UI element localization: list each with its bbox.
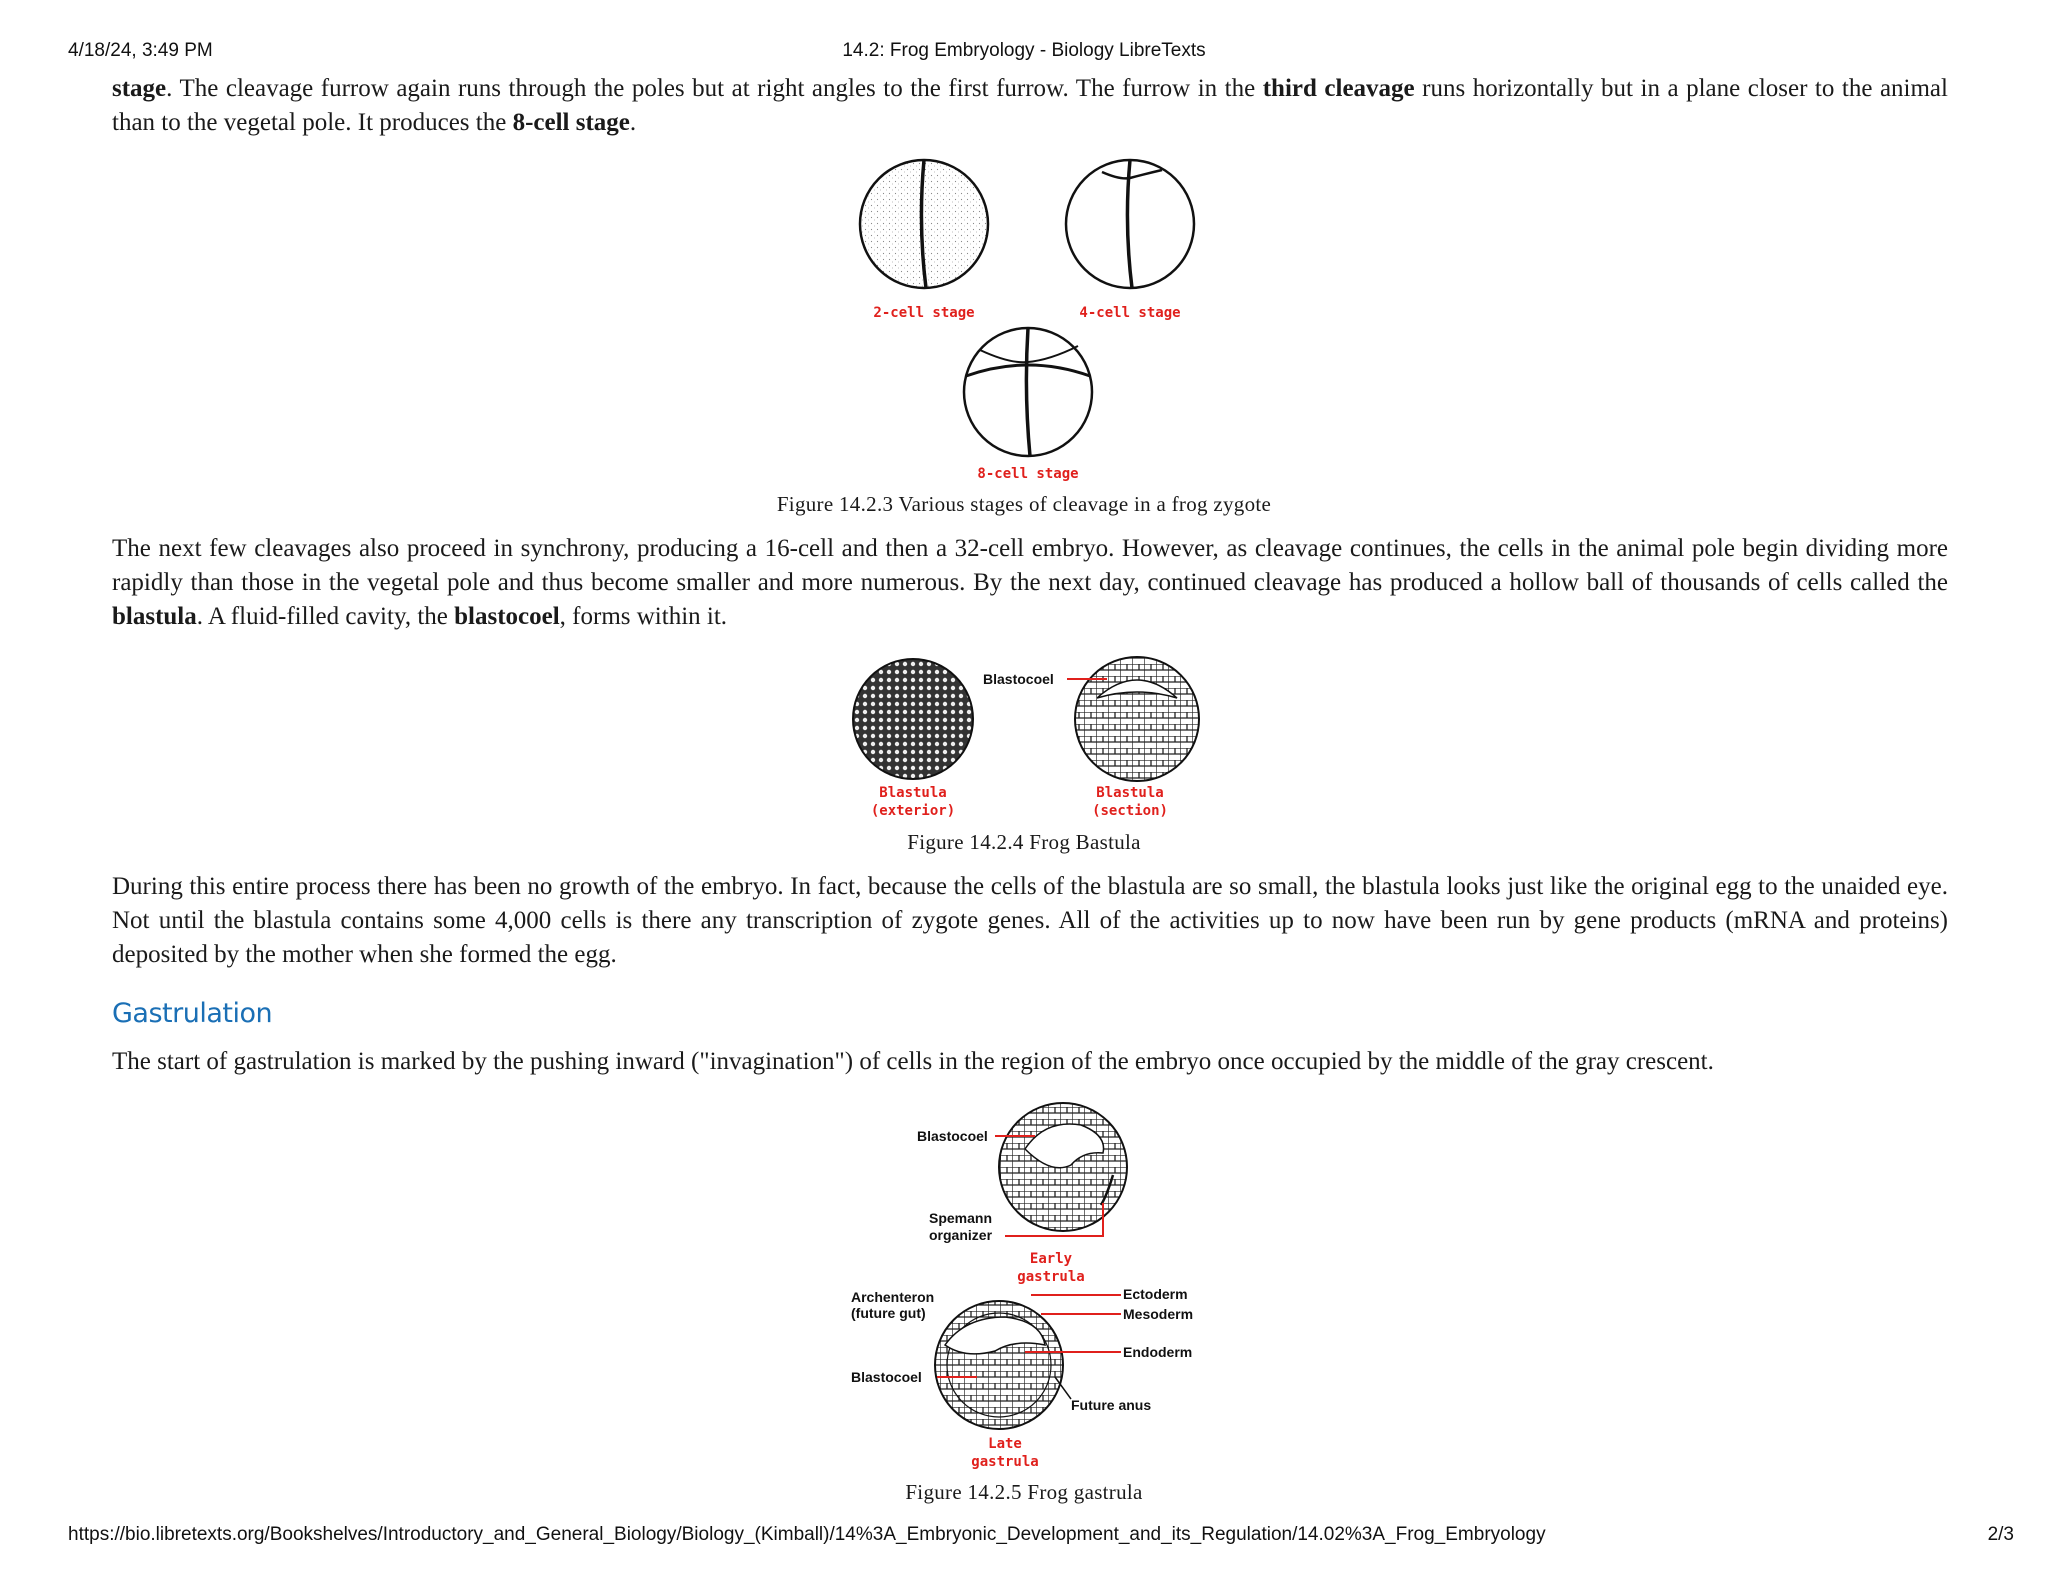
label-4-cell-stage: 4-cell stage [1079, 305, 1181, 321]
page-number: 2/3 [1987, 1524, 2014, 1545]
label-late-gastrula-1: Late [988, 1436, 1022, 1452]
term-8-cell-stage: 8-cell stage [512, 109, 630, 136]
label-blastula-exterior-2: (exterior) [870, 803, 956, 819]
eight-cell-embryo [964, 328, 1092, 456]
label-blastula-exterior-1: Blastula [879, 785, 947, 801]
print-datetime: 4/18/24, 3:49 PM [68, 40, 213, 61]
label-blastocoel: Blastocoel [983, 671, 1054, 687]
label-mesoderm: Mesoderm [1123, 1306, 1194, 1322]
figure-blastula [845, 652, 1215, 827]
blastula-exterior [853, 659, 973, 779]
section-heading-gastrulation: Gastrulation [112, 998, 273, 1029]
label-8-cell-stage: 8-cell stage [977, 466, 1079, 482]
paragraph-cleavage: stage. The cleavage furrow again runs through the poles but at right angles to the first furrow. The furrow in the third cleavage runs horizontally but in a plane closer to the animal than to the vegetal pole. It produces the 8-cell stage. [112, 75, 1948, 136]
term-blastocoel: blastocoel [454, 603, 560, 630]
label-blastula-section-1: Blastula [1096, 785, 1164, 801]
print-url: https://bio.libretexts.org/Bookshelves/Introductory_and_General_Biology/Biology_(Kimball)/14%3A_Embryonic_Development_and_its_Regulation/14.02%3A_Frog_Embryology [68, 1524, 1546, 1545]
label-future-anus: Future anus [1071, 1397, 1152, 1413]
label-ectoderm: Ectoderm [1123, 1286, 1188, 1302]
label-blastula-section-2: (section) [1092, 803, 1168, 819]
label-blastocoel-early: Blastocoel [917, 1128, 988, 1144]
term-stage: stage [112, 75, 167, 102]
term-third-cleavage: third cleavage [1262, 75, 1415, 102]
blastula-section [1075, 657, 1199, 781]
term-blastula: blastula [112, 603, 197, 630]
label-endoderm: Endoderm [1123, 1344, 1193, 1360]
label-archenteron-1: Archenteron [851, 1289, 935, 1305]
label-blastocoel-late: Blastocoel [851, 1369, 922, 1385]
two-cell-embryo [860, 160, 988, 288]
label-early-gastrula-2: gastrula [1017, 1269, 1085, 1285]
caption-figure-14-2-3: Figure 14.2.3 Various stages of cleavage in a frog zygote [776, 492, 1272, 516]
figure-gastrula [845, 1095, 1225, 1480]
caption-figure-14-2-4: Figure 14.2.4 Frog Bastula [907, 830, 1141, 854]
label-2-cell-stage: 2-cell stage [873, 305, 975, 321]
paragraph-no-growth: During this entire process there has been no growth of the embryo. In fact, because the cells of the blastula are so small, the blastula looks just like the original egg to the unaided eye. Not until the blastula contains some 4,000 cells is there any transcription of zygote genes. All of the activities up to now have been run by gene products (mRNA and proteins) deposited by the mother when she formed the egg. [112, 873, 1948, 968]
caption-figure-14-2-5: Figure 14.2.5 Frog gastrula [905, 1480, 1143, 1504]
label-late-gastrula-2: gastrula [971, 1454, 1039, 1470]
paragraph-blastula: The next few cleavages also proceed in synchrony, producing a 16-cell and then a 32-cell embryo. However, as cleavage continues, the cells in the animal pole begin dividing more rapidly than those in the vegetal pole and thus become smaller and more numerous. By the next day, continued cleavage has produced a hollow ball of thousands of cells called the blastula. A fluid-filled cavity, the blastocoel, forms within it. [112, 535, 1948, 630]
print-page-title: 14.2: Frog Embryology - Biology LibreTexts [842, 40, 1206, 61]
early-gastrula [999, 1103, 1127, 1231]
label-early-gastrula-1: Early [1029, 1251, 1073, 1267]
figure-cleavage-stages [840, 150, 1220, 485]
label-archenteron-2: (future gut) [851, 1305, 926, 1321]
label-spemann-2: organizer [929, 1227, 993, 1243]
four-cell-embryo [1066, 160, 1194, 288]
late-gastrula [935, 1301, 1063, 1429]
label-spemann-1: Spemann [929, 1210, 993, 1226]
paragraph-gastrulation: The start of gastrulation is marked by the pushing inward ("invagination") of cells in the region of the embryo once occupied by the middle of the gray crescent. [112, 1048, 1714, 1075]
